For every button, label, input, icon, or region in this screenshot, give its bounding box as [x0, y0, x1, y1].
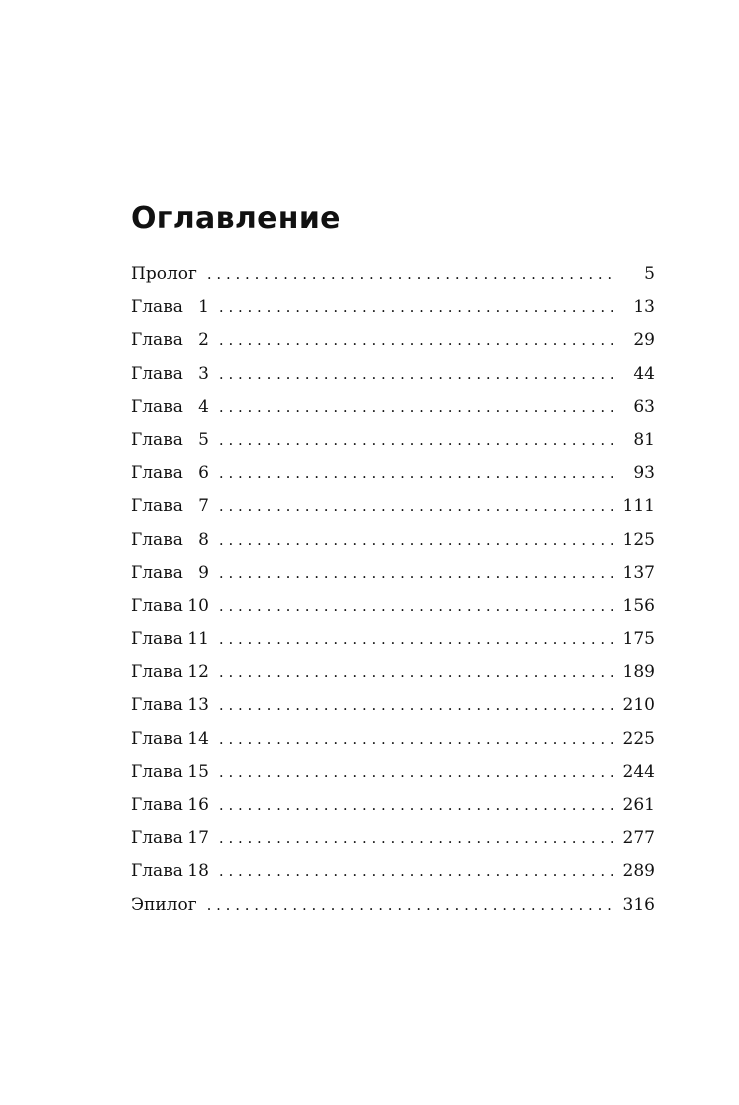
page-number: 210 [622, 695, 655, 716]
chapter-number: 11 [187, 629, 209, 650]
page-number: 81 [633, 429, 655, 450]
toc-title: Оглавление [131, 201, 341, 236]
entry-label: Глава [131, 695, 183, 716]
page-number: 5 [644, 264, 655, 284]
toc-entry-chapter-1[interactable] [131, 291, 655, 324]
dot-leader [219, 424, 613, 457]
chapter-number: 6 [198, 463, 209, 484]
dot-leader [219, 391, 613, 424]
toc-entry-chapter-8[interactable] [131, 524, 655, 557]
toc-entry-chapter-16[interactable] [131, 789, 655, 822]
chapter-number: 10 [187, 595, 209, 616]
entry-label: Глава [131, 529, 183, 550]
dot-leader [219, 490, 613, 523]
dot-leader [219, 756, 613, 789]
toc-entry-chapter-6[interactable] [131, 457, 655, 490]
dot-leader [219, 789, 613, 822]
toc-entry-chapter-4[interactable] [131, 391, 655, 424]
toc-entry-chapter-14[interactable] [131, 723, 655, 756]
toc-entry-chapter-12[interactable] [131, 656, 655, 689]
entry-label: Глава [131, 396, 183, 417]
chapter-number: 7 [198, 496, 209, 517]
toc-entry-epilogue[interactable] [131, 889, 655, 922]
page-number: 289 [622, 861, 655, 882]
entry-label: Глава [131, 562, 183, 583]
page-number: 244 [622, 761, 655, 782]
dot-leader [219, 557, 613, 590]
page-number: 125 [622, 529, 655, 550]
page-number: 13 [633, 297, 655, 318]
dot-leader [219, 324, 613, 357]
page-number: 111 [622, 496, 655, 517]
chapter-number: 1 [198, 297, 209, 318]
dot-leader [219, 656, 613, 689]
page-number: 225 [622, 728, 655, 749]
toc-entry-chapter-17[interactable] [131, 822, 655, 855]
entry-label: Глава [131, 496, 183, 517]
chapter-number: 5 [198, 429, 209, 450]
dot-leader [219, 590, 613, 623]
entry-label: Глава [131, 629, 183, 650]
page-number: 156 [622, 595, 655, 616]
dot-leader [219, 358, 613, 391]
dot-leader [219, 723, 613, 756]
dot-leader [219, 855, 613, 888]
dot-leader [219, 291, 613, 324]
page-number: 93 [633, 463, 655, 484]
dot-leader [219, 822, 613, 855]
toc-entry-chapter-3[interactable] [131, 358, 655, 391]
chapter-number: 8 [198, 529, 209, 550]
chapter-number: 13 [187, 695, 209, 716]
page-number: 316 [622, 894, 655, 915]
chapter-number: 14 [187, 728, 209, 749]
entry-label: Глава [131, 662, 183, 683]
toc-list [131, 258, 655, 922]
entry-label: Эпилог [131, 894, 197, 915]
dot-leader [219, 689, 613, 722]
toc-entry-chapter-7[interactable] [131, 490, 655, 523]
page-number: 29 [633, 330, 655, 351]
entry-label: Глава [131, 429, 183, 450]
chapter-number: 16 [187, 795, 209, 815]
chapter-number: 12 [187, 662, 209, 683]
toc-entry-chapter-18[interactable] [131, 855, 655, 888]
page-number: 175 [622, 629, 655, 650]
entry-label: Глава [131, 330, 183, 351]
entry-label: Глава [131, 861, 183, 882]
toc-entry-chapter-9[interactable] [131, 557, 655, 590]
entry-label: Глава [131, 828, 183, 849]
chapter-number: 15 [187, 761, 209, 782]
entry-label: Пролог [131, 264, 197, 284]
entry-label: Глава [131, 795, 183, 815]
toc-entry-prologue[interactable] [131, 258, 655, 291]
toc-entry-chapter-13[interactable] [131, 689, 655, 722]
entry-label: Глава [131, 297, 183, 318]
toc-entry-chapter-2[interactable] [131, 324, 655, 357]
page-number: 261 [622, 795, 655, 815]
dot-leader [219, 524, 613, 557]
chapter-number: 2 [198, 330, 209, 351]
toc-entry-chapter-15[interactable] [131, 756, 655, 789]
dot-leader [219, 457, 613, 490]
entry-label: Глава [131, 761, 183, 782]
chapter-number: 9 [198, 562, 209, 583]
dot-leader [219, 623, 613, 656]
chapter-number: 4 [198, 396, 209, 417]
toc-entry-chapter-10[interactable] [131, 590, 655, 623]
page-number: 137 [622, 562, 655, 583]
entry-label: Глава [131, 363, 183, 384]
page-number: 277 [622, 828, 655, 849]
toc-entry-chapter-5[interactable] [131, 424, 655, 457]
dot-leader [207, 889, 613, 922]
dot-leader [207, 258, 613, 291]
entry-label: Глава [131, 728, 183, 749]
page-number: 63 [633, 396, 655, 417]
toc-entry-chapter-11[interactable] [131, 623, 655, 656]
entry-label: Глава [131, 595, 183, 616]
chapter-number: 18 [187, 861, 209, 882]
entry-label: Глава [131, 463, 183, 484]
page-number: 44 [633, 363, 655, 384]
chapter-number: 3 [198, 363, 209, 384]
chapter-number: 17 [187, 828, 209, 849]
page-number: 189 [622, 662, 655, 683]
